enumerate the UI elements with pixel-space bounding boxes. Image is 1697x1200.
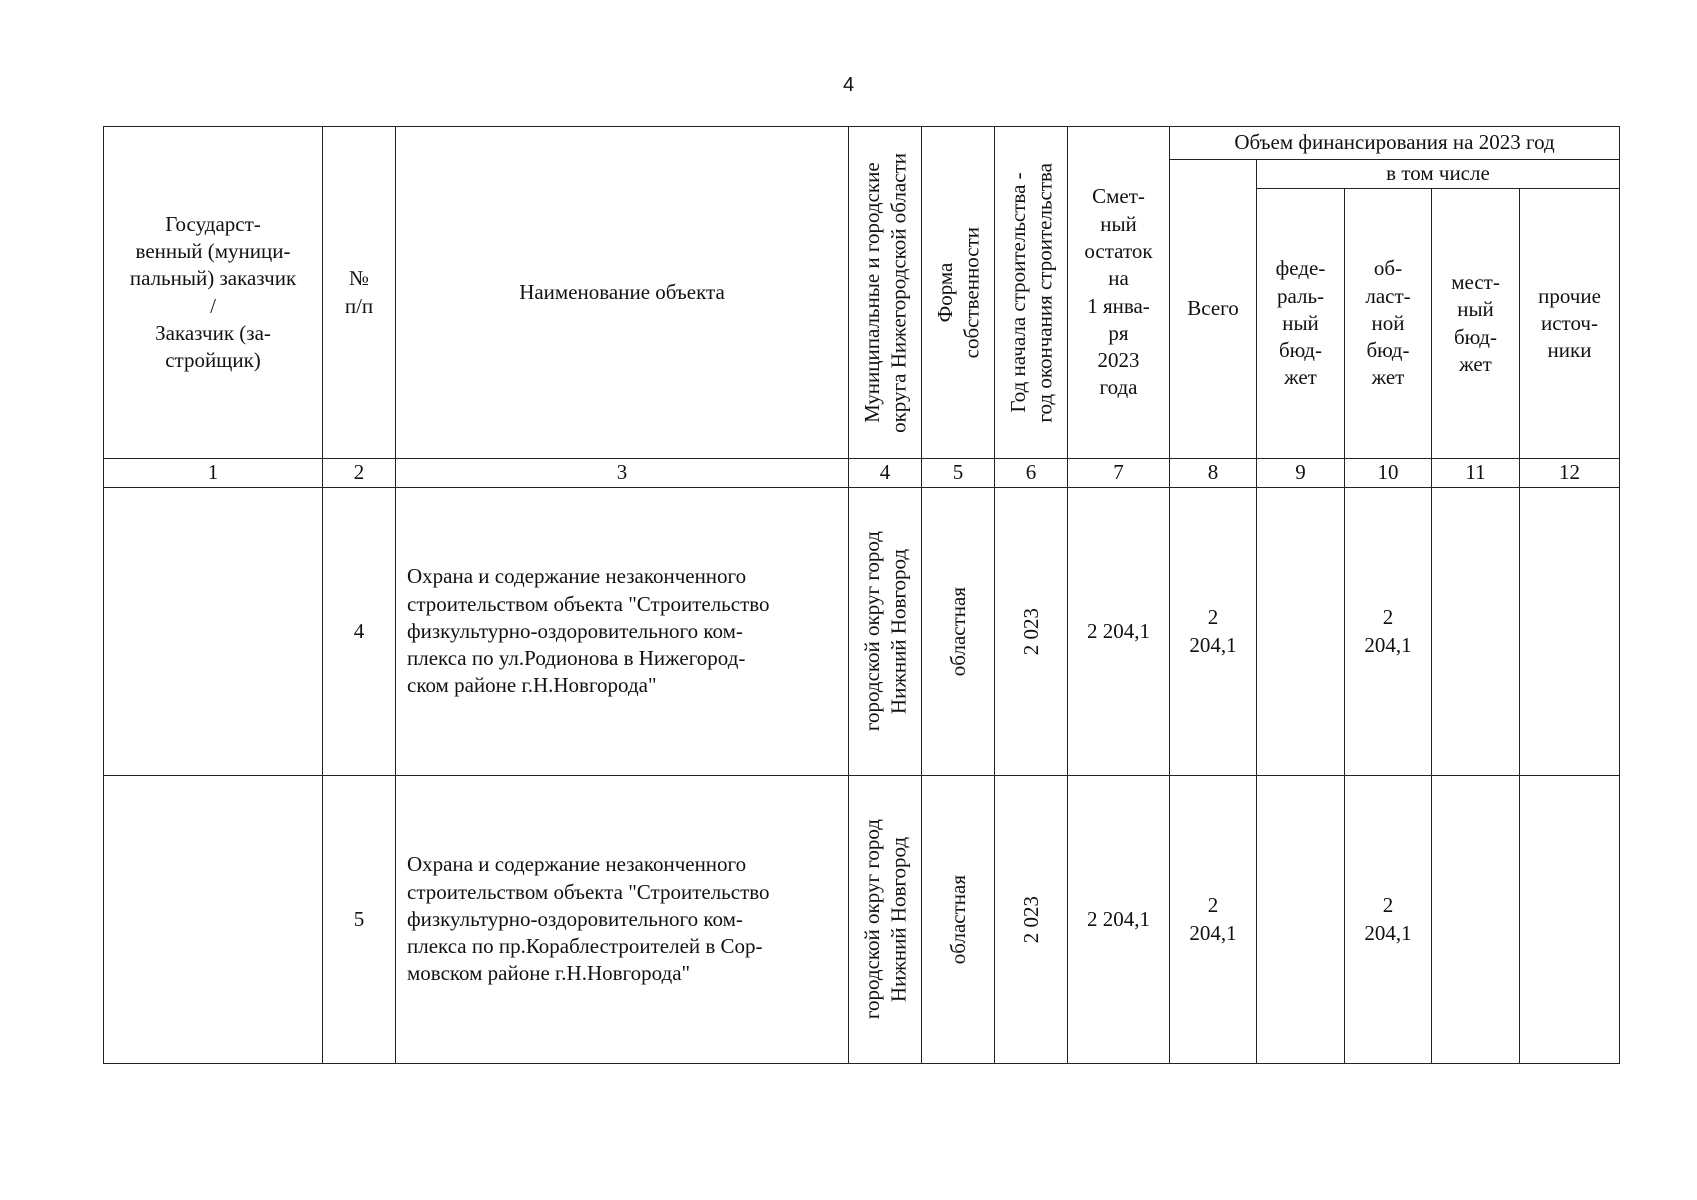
row-municipality-cell — [849, 488, 922, 776]
row-estimate-rest: 2 204,1 — [1068, 776, 1170, 1064]
row-local — [1432, 488, 1520, 776]
row-regional: 2 204,1 — [1345, 776, 1432, 1064]
header-municipality-cell — [849, 127, 922, 459]
column-numbers-row — [104, 459, 1620, 488]
row-other — [1520, 776, 1620, 1064]
column-number: 10 — [1345, 459, 1432, 488]
header-funding-title: Объем финансирования на 2023 год — [1170, 127, 1620, 160]
header-municipality: Муниципальные и городские округа Нижегородской области — [859, 152, 910, 433]
row-federal — [1257, 776, 1345, 1064]
column-number: 3 — [396, 459, 849, 488]
column-number: 4 — [849, 459, 922, 488]
header-object-name: Наименование объекта — [396, 127, 849, 459]
row-federal — [1257, 488, 1345, 776]
column-number: 5 — [922, 459, 995, 488]
header-number: № п/п — [323, 127, 396, 459]
column-number: 12 — [1520, 459, 1620, 488]
row-object-name: Охрана и содержание незаконченного строительством объекта "Строительство физкультурно-оздоровительного ком- плекса по пр.Кораблестроителей в Сор- мовском районе г.Н.Новгорода" — [396, 776, 849, 1064]
column-number: 1 — [104, 459, 323, 488]
header-estimate-rest: Смет- ный остаток на 1 янва- ря 2023 года — [1068, 127, 1170, 459]
row-estimate-rest: 2 204,1 — [1068, 488, 1170, 776]
row-years: 2 023 — [1018, 607, 1043, 656]
column-number: 11 — [1432, 459, 1520, 488]
column-number: 6 — [995, 459, 1068, 488]
row-regional: 2 204,1 — [1345, 488, 1432, 776]
header-customer: Государст- венный (муници- пальный) заказчик / Заказчик (за- стройщик) — [104, 127, 323, 459]
row-municipality: городской округ город Нижний Новгород — [859, 531, 910, 732]
row-customer — [104, 488, 323, 776]
row-number: 5 — [323, 776, 396, 1064]
row-municipality-cell — [849, 776, 922, 1064]
header-ownership: Форма собственности — [932, 226, 983, 359]
header-local: мест- ный бюд- жет — [1432, 189, 1520, 459]
table-row — [104, 776, 1620, 1064]
financing-table — [103, 126, 1620, 1064]
header-other: прочие источ- ники — [1520, 189, 1620, 459]
table-row — [104, 488, 1620, 776]
row-total: 2 204,1 — [1170, 488, 1257, 776]
header-federal: феде- раль- ный бюд- жет — [1257, 189, 1345, 459]
row-ownership-cell — [922, 488, 995, 776]
header-including: в том числе — [1257, 160, 1620, 189]
row-ownership: областная — [945, 874, 970, 965]
header-total: Всего — [1170, 160, 1257, 459]
row-local — [1432, 776, 1520, 1064]
row-years-cell — [995, 488, 1068, 776]
page-number: 4 — [842, 74, 855, 96]
column-number: 8 — [1170, 459, 1257, 488]
row-years-cell — [995, 776, 1068, 1064]
header-years-cell — [995, 127, 1068, 459]
column-number: 2 — [323, 459, 396, 488]
row-customer — [104, 776, 323, 1064]
header-row — [104, 127, 1620, 160]
row-municipality: городской округ город Нижний Новгород — [859, 819, 910, 1020]
column-number: 7 — [1068, 459, 1170, 488]
row-other — [1520, 488, 1620, 776]
row-ownership: областная — [945, 586, 970, 677]
row-total: 2 204,1 — [1170, 776, 1257, 1064]
header-regional: об- ласт- ной бюд- жет — [1345, 189, 1432, 459]
row-number: 4 — [323, 488, 396, 776]
row-object-name: Охрана и содержание незаконченного строительством объекта "Строительство физкультурно-оздоровительного ком- плекса по ул.Родионова в Нижегород- ском районе г.Н.Новгорода" — [396, 488, 849, 776]
row-years: 2 023 — [1018, 895, 1043, 944]
header-ownership-cell — [922, 127, 995, 459]
header-years: Год начала строительства - год окончания строительства — [1005, 162, 1056, 423]
row-ownership-cell — [922, 776, 995, 1064]
column-number: 9 — [1257, 459, 1345, 488]
